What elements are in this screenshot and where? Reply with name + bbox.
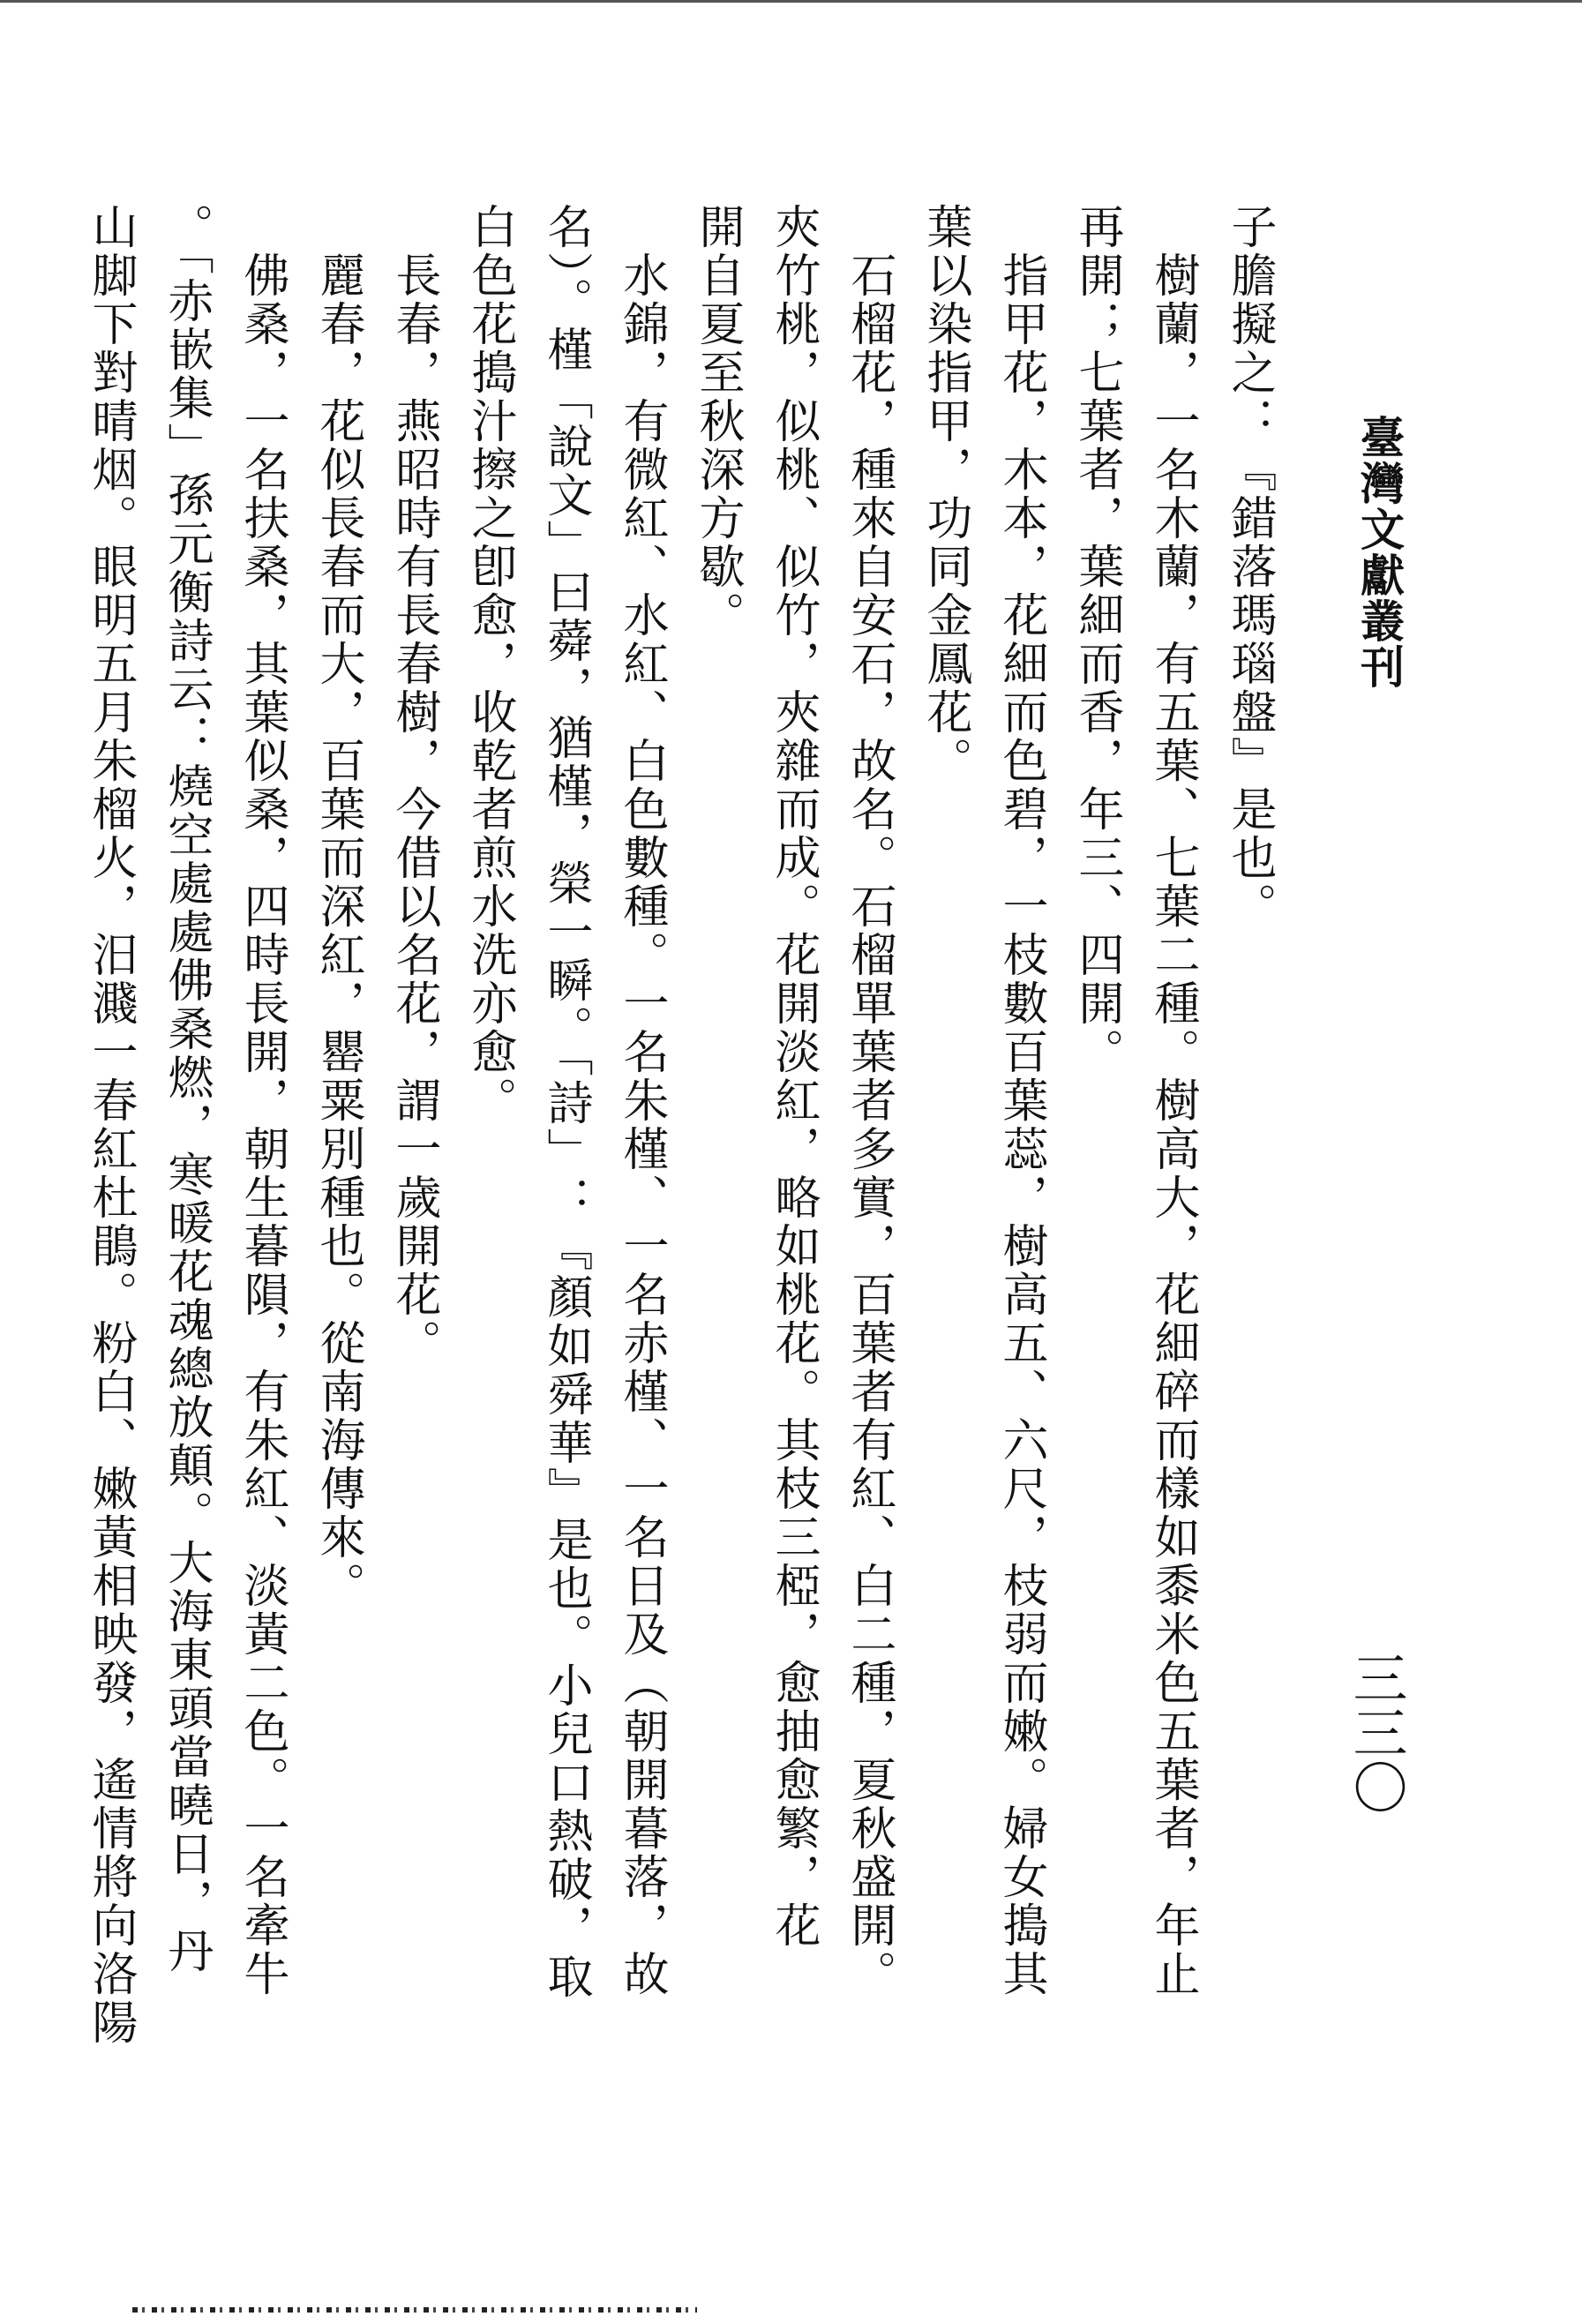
text-column-15: 。「赤嵌集」孫元衡詩云：燒空處處佛桑燃，寒暖花魂總放顛。大海東頭當曉日，丹: [160, 203, 213, 1975]
bottom-print-marks: [132, 2307, 697, 2313]
text-column-1: 子膽擬之：『錯落瑪瑙盤』是也。: [1223, 203, 1276, 931]
text-column-12: 長春，燕昭時有長春樹，今借以名花，謂一歲開花。: [387, 203, 440, 1368]
text-column-11: 白色花搗汁擦之卽愈，收乾者煎水洗亦愈。: [463, 203, 516, 1125]
text-column-6: 石榴花，種來自安石，故名。石榴單葉者多實，百葉者有紅、白二種，夏秋盛開。: [843, 203, 896, 1998]
text-column-16: 山脚下對晴烟。眼明五月朱榴火，汨濺一春紅杜鵑。粉白、嫩黃相映發，遙情將向洛陽: [84, 203, 137, 2047]
text-column-7: 夾竹桃，似桃、似竹，夾雜而成。花開淡紅，略如桃花。其枝三椏，愈抽愈繁，花: [767, 203, 820, 1950]
text-column-2: 樹蘭，一名木蘭，有五葉、七葉二種。樹高大，花細碎而樣如黍米色五葉者，年止: [1146, 203, 1199, 1998]
text-column-3: 再開；七葉者，葉細而香，年三、四開。: [1070, 203, 1123, 1076]
text-column-10: 名）。槿「說文」曰蕣，猶槿，榮一瞬。「詩」：『顏如舜華』是也。小兒口熱破，取: [539, 203, 592, 2001]
text-column-13: 麗春，花似長春而大，百葉而深紅，罌粟別種也。從南海傳來。: [311, 203, 364, 1610]
running-header-title: 臺灣文獻叢刊: [1353, 415, 1406, 690]
text-column-14: 佛桑，一名扶桑，其葉似桑，四時長開，朝生暮隕，有朱紅、淡黃二色。一名牽牛: [236, 203, 289, 1998]
top-border-line: [0, 0, 1582, 3]
text-column-9: 水錦，有微紅、水紅、白色數種。一名朱槿、一名赤槿、一名日及（朝開暮落，故: [615, 203, 668, 1998]
text-column-4: 指甲花，木本，花細而色碧，一枝數百葉蕊，樹高五、六尺，枝弱而嫩。婦女搗其: [994, 203, 1047, 1998]
text-column-8: 開自夏至秋深方歇。: [691, 203, 744, 640]
text-column-5: 葉以染指甲，功同金鳳花。: [918, 203, 971, 785]
page-number: 三三〇: [1344, 1650, 1408, 1814]
